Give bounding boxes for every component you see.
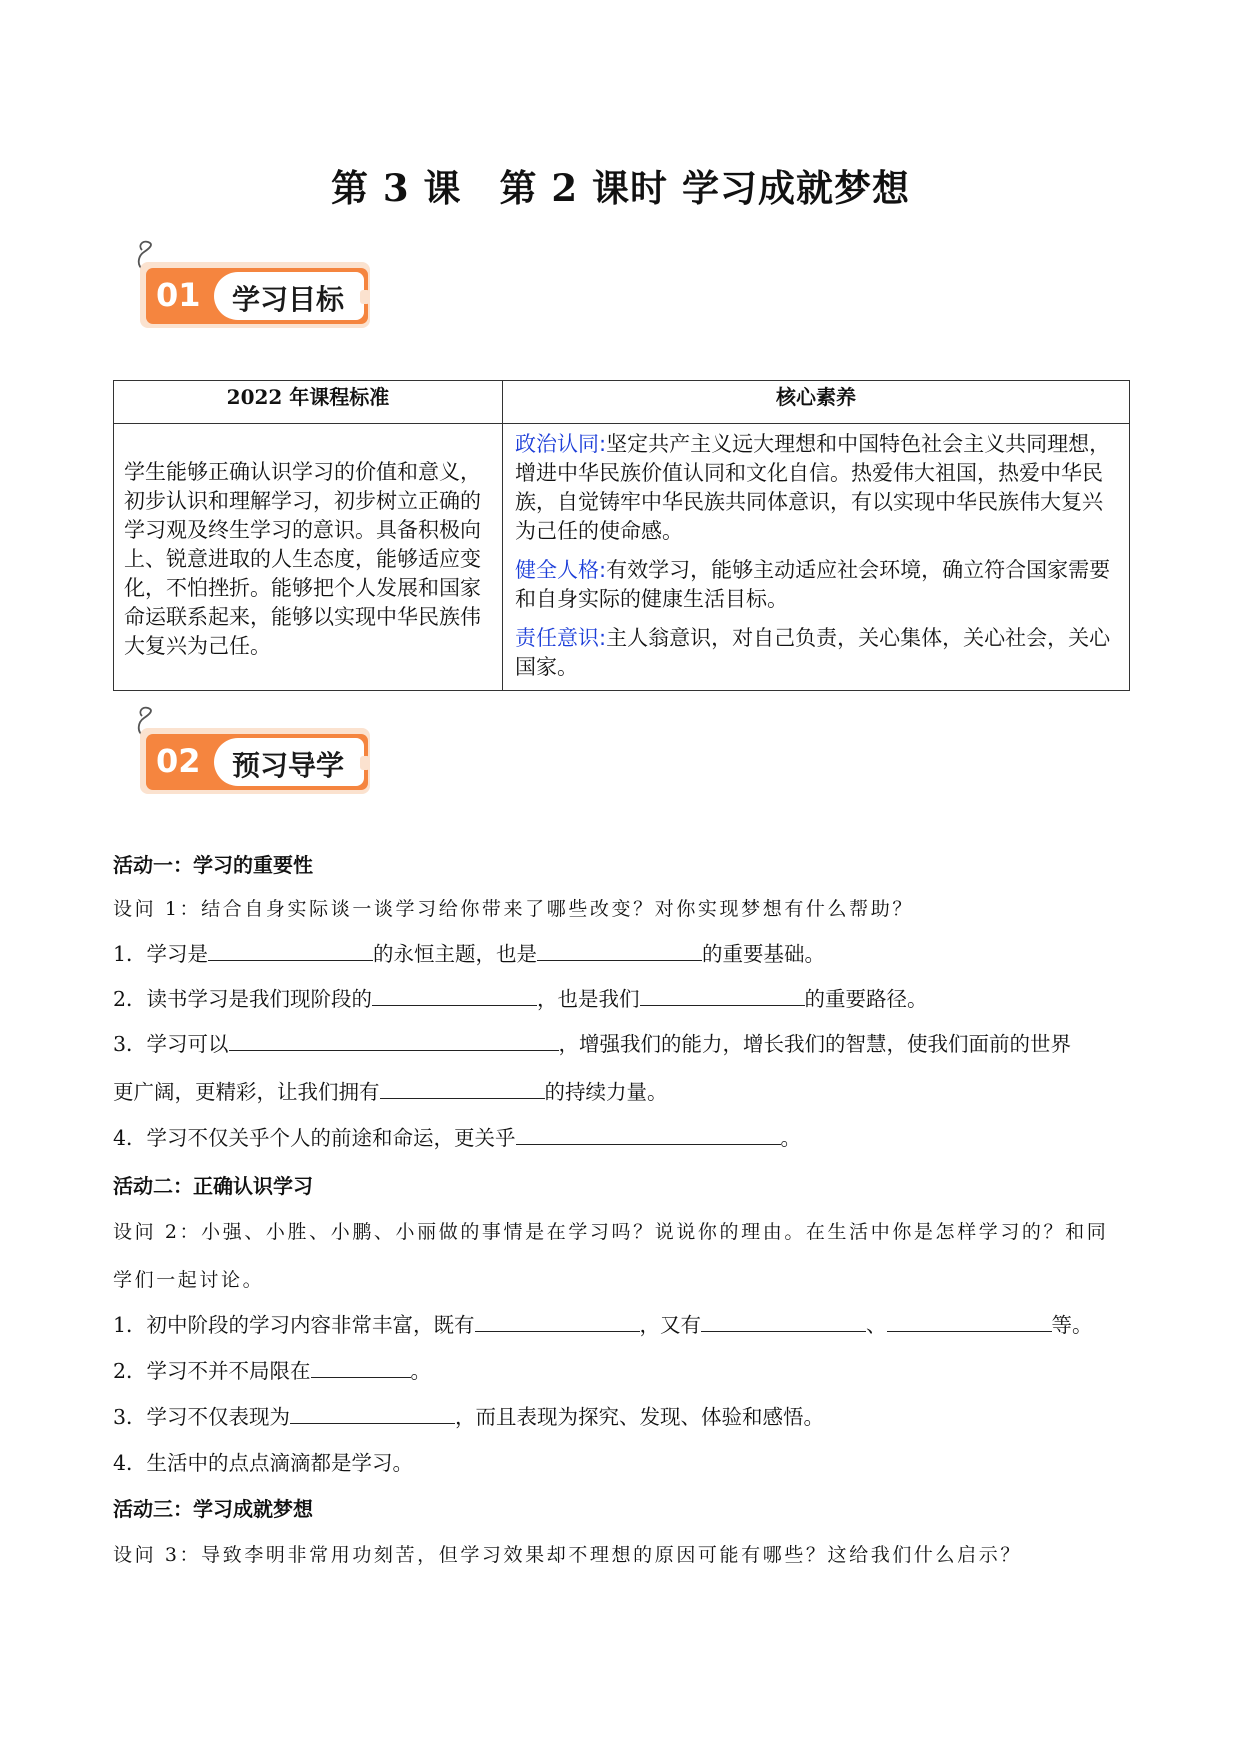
standards-table [113,380,1130,691]
fill-item [113,1075,668,1105]
item-text: 3．学习可以 [113,1032,229,1056]
fill-item [113,1446,413,1476]
item-text: 。 [410,1359,432,1383]
answer-blank[interactable] [537,940,702,961]
item-text: ，增强我们的能力，增长我们的智慧，使我们面前的世界 [558,1032,1072,1056]
literacy-text: 有效学习，能够主动适应社会环境，确立符合国家需要和自身实际的健康生活目标。 [515,558,1111,611]
item-text: 4．生活中的点点滴滴都是学习。 [113,1451,414,1475]
answer-blank[interactable] [290,1403,455,1424]
item-text: 的重要基础。 [702,942,826,966]
fill-item [113,1400,824,1430]
question-1: 设问 1：结合自身实际谈一谈学习给你带来了哪些改变？对你实现梦想有什么帮助？ [113,898,914,920]
item-text: 4．学习不仅关乎个人的前途和命运，更关乎 [113,1126,516,1150]
section-number: 01 [156,276,201,314]
table-header-literacy: 核心素养 [503,381,1130,424]
answer-blank[interactable] [887,1311,1052,1332]
answer-blank[interactable] [380,1078,545,1099]
item-text: ，而且表现为探究、发现、体验和感悟。 [455,1405,825,1429]
literacy-tag: 责任意识: [515,626,607,650]
item-text: 等。 [1051,1313,1093,1337]
activity-heading: 活动三：学习成就梦想 [113,1497,313,1521]
item-text: 3．学习不仅表现为 [113,1405,291,1429]
activity-heading: 活动二：正确认识学习 [113,1174,313,1198]
question-2-cont: 学们一起讨论。 [113,1269,265,1291]
item-text: 1．初中阶段的学习内容非常丰富，既有 [113,1313,475,1337]
item-text: 的持续力量。 [544,1080,668,1104]
fill-item [113,1308,1093,1338]
item-text: 、 [866,1313,887,1337]
item-text: ，也是我们 [537,987,640,1011]
page-title: 第 3 课 第 2 课时 学习成就梦想 [331,166,910,210]
item-text: ，又有 [639,1313,702,1337]
answer-blank[interactable] [516,1124,781,1145]
answer-blank[interactable] [229,1030,559,1051]
fill-item [113,1121,801,1151]
section-label: 学习目标 [232,283,345,316]
literacy-tag: 政治认同: [515,432,607,456]
literacy-cell [503,424,1130,691]
table-header-standard: 2022 年课程标准 [114,381,503,424]
answer-blank[interactable] [475,1311,640,1332]
fill-item [113,937,825,967]
fill-item [113,1027,1071,1057]
section-number: 02 [156,742,201,780]
literacy-text: 主人翁意识，对自己负责，关心集体，关心社会，关心国家。 [515,626,1111,679]
activity-heading: 活动一：学习的重要性 [113,853,313,877]
item-text: 2．读书学习是我们现阶段的 [113,987,373,1011]
item-text: 1．学习是 [113,942,209,966]
answer-blank[interactable] [311,1357,411,1378]
fill-item [113,1354,431,1384]
section-label: 预习导学 [232,749,345,782]
fill-item [113,982,928,1012]
literacy-item [515,430,1117,546]
answer-blank[interactable] [701,1311,866,1332]
question-3: 设问 3：导致李明非常用功刻苦，但学习效果却不理想的原因可能有哪些？这给我们什么启示？ [113,1544,1022,1566]
standard-text: 学生能够正确认识学习的价值和意义，初步认识和理解学习，初步树立正确的学习观及终生学习的意识。具备积极向上、锐意进取的人生态度，能够适应变化，不怕挫折。能够把个人发展和国家命运联系起来，能够以实现中华民族伟大复兴为己任。 [114,424,503,691]
item-text: 2．学习不并不局限在 [113,1359,311,1383]
literacy-item [515,556,1117,614]
section-badge-preview [128,706,378,796]
question-2: 设问 2：小强、小胜、小鹏、小丽做的事情是在学习吗？说说你的理由。在生活中你是怎样学习的？和同 [113,1221,1109,1243]
item-text: 更广阔，更精彩，让我们拥有 [113,1080,380,1104]
section-badge-objectives [128,240,378,330]
item-text: 的重要路径。 [804,987,928,1011]
answer-blank[interactable] [208,940,373,961]
literacy-text: 坚定共产主义远大理想和中国特色社会主义共同理想，增进中华民族价值认同和文化自信。热爱伟大祖国，热爱中华民族，自觉铸牢中华民族共同体意识，有以实现中华民族伟大复兴为己任的使命感。 [515,432,1111,543]
answer-blank[interactable] [640,985,805,1006]
literacy-tag: 健全人格: [515,558,607,582]
literacy-item [515,624,1117,682]
item-text: 的永恒主题，也是 [373,942,538,966]
answer-blank[interactable] [372,985,537,1006]
item-text: 。 [780,1126,802,1150]
